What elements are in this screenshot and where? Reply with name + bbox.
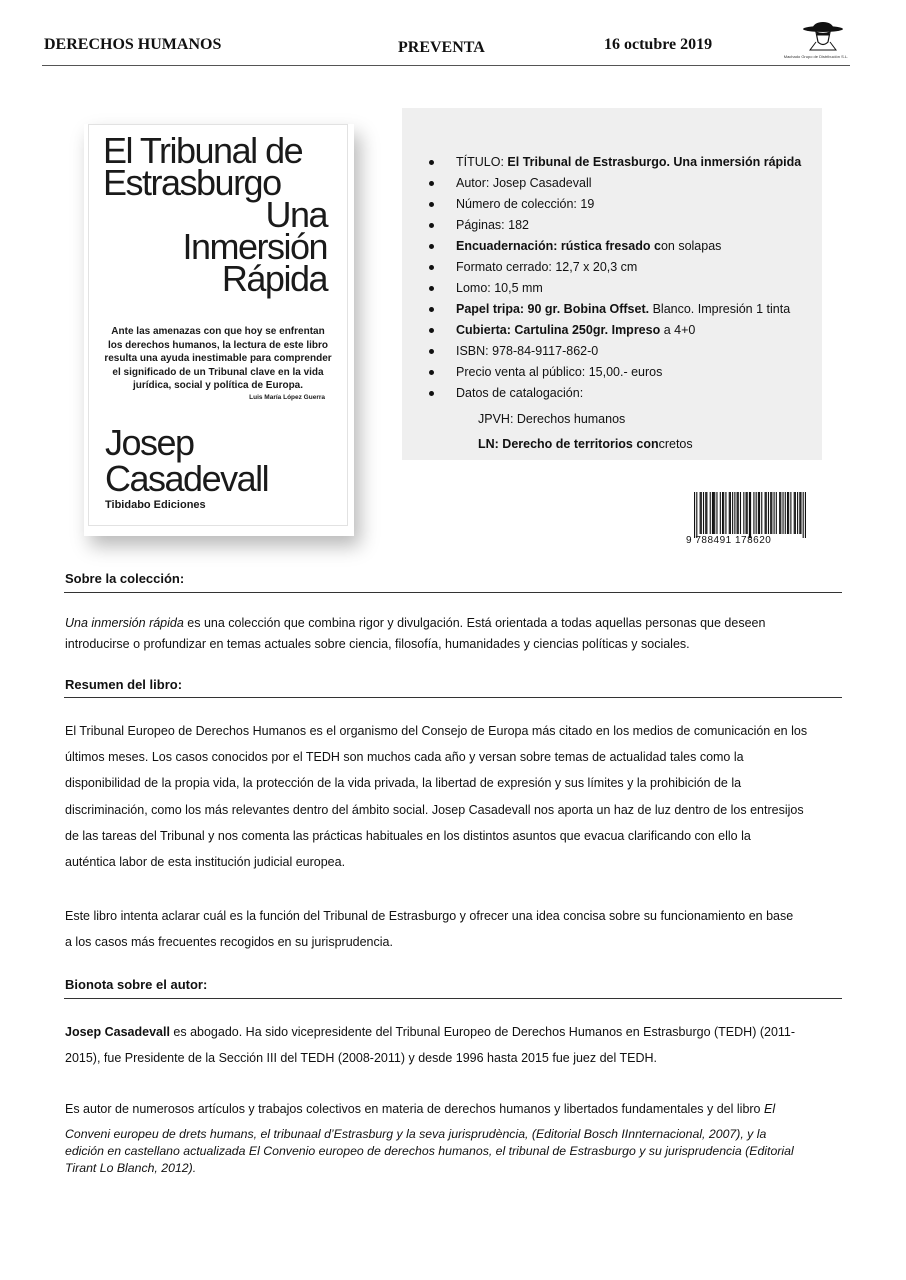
info-coleccion: Número de colección: 19 [456, 194, 801, 215]
barcode-bar [716, 492, 717, 534]
barcode-bar [788, 492, 789, 534]
barcode-bar [729, 492, 730, 534]
bionota-p2-text: Es autor de numerosos artículos y trabajos colectivos en materia de derechos humanos y libertados fundamentales y del libro [65, 1102, 764, 1116]
barcode-bar [700, 492, 701, 534]
barcode-number: 9 788491 178620 [686, 535, 772, 546]
resumen-line: discriminación, como los más relevantes dentro del ámbito social. Josep Casadevall nos aporta un haz de luz dentro de los entresijos [65, 802, 804, 817]
coleccion-line: introducirse o profundizar en temas actuales sobre ciencia, filosofía, humanidades y ciencias políticas y sociales. [65, 637, 690, 651]
resumen-line: disponibilidad de la propia vida, la protección de la vida privada, la libertad de expresión y sus límites y la prohibición de la [65, 776, 742, 791]
info-isbn: ISBN: 978-84-9117-862-0 [456, 341, 801, 362]
bionota-line [65, 1019, 841, 1045]
barcode-bar [714, 492, 715, 534]
barcode-bar [723, 492, 724, 534]
header-date: 16 octubre 2019 [604, 36, 713, 53]
info-cubierta [456, 320, 801, 341]
bionota-italic-line: Tirant Lo Blanch, 2012). [65, 1161, 197, 1175]
header-category: DERECHOS HUMANOS [44, 36, 222, 53]
coleccion-paragraph [65, 613, 841, 655]
info-lomo: Lomo: 10,5 mm [456, 278, 801, 299]
barcode-bar [803, 492, 804, 538]
info-papel-rest: Blanco. Impresión 1 tinta [649, 302, 791, 316]
barcode-bar [761, 492, 762, 534]
barcode-bar [712, 492, 713, 534]
book-cover [88, 124, 348, 526]
cover-blurb: Ante las amenazas con que hoy se enfrentan los derechos humanos, la lectura de este libro resulta una ayuda inestimable para comprender el significado de un Tribunal clave en la vida jurídica, social y política de Europa. [104, 326, 332, 391]
barcode-bar [732, 492, 733, 534]
barcode-bar [710, 492, 711, 534]
info-ln-bold: LN: Derecho de territorios con [478, 437, 659, 451]
cover-title-line: Una [265, 194, 327, 235]
resumen-line: El Tribunal Europeo de Derechos Humanos es el organismo del Consejo de Europa más citado en los medios de comunicación en los [65, 724, 808, 738]
bionota-line [65, 1099, 841, 1119]
cover-publisher: Tibidabo Ediciones [105, 499, 206, 511]
barcode-bar [722, 492, 723, 534]
barcode-bar [787, 492, 788, 534]
barcode-bar [779, 492, 780, 534]
barcode-bar [768, 492, 769, 534]
info-cubierta-rest: a 4+0 [663, 323, 696, 337]
section-title-bionota: Bionota sobre el autor: [65, 977, 208, 992]
cover-author [105, 422, 269, 499]
barcode-bar [734, 492, 735, 534]
info-papel [456, 299, 801, 320]
cover-title [103, 130, 327, 299]
book-info-list [456, 152, 801, 404]
barcode-bar [737, 492, 738, 534]
info-titulo-value: El Tribunal de Estrasburgo. Una inmersión rápida [507, 155, 802, 169]
barcode-bar [725, 492, 726, 534]
barcode-bar [713, 492, 714, 534]
cover-title-line: Inmersión [182, 226, 327, 267]
barcode-bar [738, 492, 739, 534]
barcode-bar [795, 492, 796, 534]
bionota-paragraph-1 [65, 1019, 841, 1071]
barcode-icon [694, 492, 806, 538]
info-autor: Autor: Josep Casadevall [456, 173, 801, 194]
book-info-box [402, 108, 822, 460]
coleccion-italic: Una inmersión rápida [65, 616, 184, 630]
resumen-paragraph-1 [65, 718, 841, 875]
section-divider [64, 697, 842, 698]
info-datos: Datos de catalogación: [456, 383, 801, 404]
info-titulo-label: TÍTULO: [456, 155, 508, 169]
coleccion-line1-text: es una colección que combina rigor y divulgación. Está orientada a todas aquellas personas que deseen [183, 616, 766, 630]
barcode-bar [771, 492, 772, 534]
bionota-line: 2015), fue Presidente de la Sección III del TEDH (2008-2011) y desde 1996 hasta 2015 fue juez del TEDH. [65, 1051, 658, 1066]
resumen-line: auténtica labor de esta institución judicial europea. [65, 855, 346, 870]
cover-author-line: Josep [105, 422, 194, 463]
barcode-bar [805, 492, 806, 538]
barcode-bar [759, 492, 760, 534]
barcode-bar [703, 492, 704, 534]
barcode-bar [799, 492, 800, 534]
info-ln-rest: cretos [658, 437, 693, 451]
logo-caption: Machado Grupo de Distribución S.L. [783, 54, 849, 59]
bionota-author-name: Josep Casadevall [65, 1025, 170, 1039]
barcode-bar [758, 492, 759, 534]
info-titulo [456, 152, 801, 173]
cover-title-line: El Tribunal de [103, 130, 303, 171]
barcode-bar [765, 492, 766, 534]
bionota-paragraph-2 [65, 1099, 841, 1119]
barcode-bar [746, 492, 747, 534]
bionota-italic-line: Conveni europeu de drets humans, el tribunaal d’Estrasburg y la seva jurisprudència, (Editorial Bosch IInnternacional, 2007), y la [65, 1127, 767, 1141]
barcode-bar [797, 492, 798, 534]
barcode-bar [750, 492, 751, 538]
resumen-paragraph-2 [65, 903, 841, 955]
barcode-bar [790, 492, 791, 534]
resumen-line: de las tareas del Tribunal y nos comenta las prácticas habituales en los distintos asuntos que evacua clarificando con ello la [65, 828, 751, 843]
barcode-bar [776, 492, 777, 534]
barcode-bar [794, 492, 795, 534]
barcode-bar [800, 492, 801, 534]
info-papel-bold: Papel tripa: 90 gr. Bobina Offset. [456, 302, 650, 316]
info-jpvh: JPVH: Derechos humanos [478, 412, 626, 426]
info-encuadernacion-rest: on solapas [660, 239, 722, 253]
barcode-bar [747, 492, 748, 534]
bionota-p2-italic-start: El [763, 1102, 776, 1116]
barcode-bar [701, 492, 702, 534]
header-preventa: PREVENTA [398, 39, 485, 56]
coleccion-line [65, 613, 841, 634]
barcode-bar [696, 492, 697, 538]
cover-title-line: Rápida [221, 258, 327, 299]
info-formato: Formato cerrado: 12,7 x 20,3 cm [456, 257, 801, 278]
cover-quote-author: Luis María López Guerra [249, 394, 325, 401]
barcode-bar [730, 492, 731, 534]
info-cubierta-bold: Cubierta: Cartulina 250gr. Impreso [456, 323, 664, 337]
resumen-line: a los casos más frecuentes recogidos en su jurisprudencia. [65, 935, 393, 950]
bionota-line1-text: es abogado. Ha sido vicepresidente del Tribunal Europeo de Derechos Humanos en Estrasburgo (TEDH) (2011- [169, 1025, 796, 1039]
barcode-bar [782, 492, 783, 534]
info-encuadernacion-bold: Encuadernación: rústica fresado c [456, 239, 661, 253]
header-divider [42, 65, 850, 66]
barcode-bar [743, 492, 744, 534]
barcode-bar [774, 492, 775, 534]
barcode-bar [694, 492, 695, 538]
barcode-bar [766, 492, 767, 534]
bionota-italic-line: edición en castellano actualizada El Convenio europeo de derechos humanos, el tribunal de Estrasburgo y su jurisprudencia (Editorial [65, 1144, 794, 1158]
info-encuadernacion [456, 236, 801, 257]
barcode-bar [770, 492, 771, 534]
barcode-bar [706, 492, 707, 534]
barcode-bar [785, 492, 786, 534]
barcode-bar [753, 492, 754, 534]
barcode-bar [780, 492, 781, 534]
barcode-bar [740, 492, 741, 534]
barcode-bar [756, 492, 757, 534]
barcode-bar [749, 492, 750, 538]
section-title-coleccion: Sobre la colección: [65, 571, 185, 586]
barcode-bar [720, 492, 721, 534]
resumen-line: últimos meses. Los casos conocidos por el TEDH son muchos cada año y versan sobre temas de actualidad tales como la [65, 750, 744, 765]
cover-title-line: Estrasburgo [103, 162, 281, 203]
resumen-line: Este libro intenta aclarar cuál es la función del Tribunal de Estrasburgo y ofrecer una idea concisa sobre su funcionamiento en base [65, 909, 794, 923]
barcode-bar [705, 492, 706, 534]
info-precio: Precio venta al público: 15,00.- euros [456, 362, 801, 383]
section-divider [64, 998, 842, 999]
section-title-resumen: Resumen del libro: [65, 677, 183, 692]
info-ln [478, 437, 693, 451]
cover-author-line: Casadevall [105, 458, 269, 499]
bionota-paragraph-2-italic [65, 1126, 841, 1177]
section-divider [64, 592, 842, 593]
info-paginas: Páginas: 182 [456, 215, 801, 236]
